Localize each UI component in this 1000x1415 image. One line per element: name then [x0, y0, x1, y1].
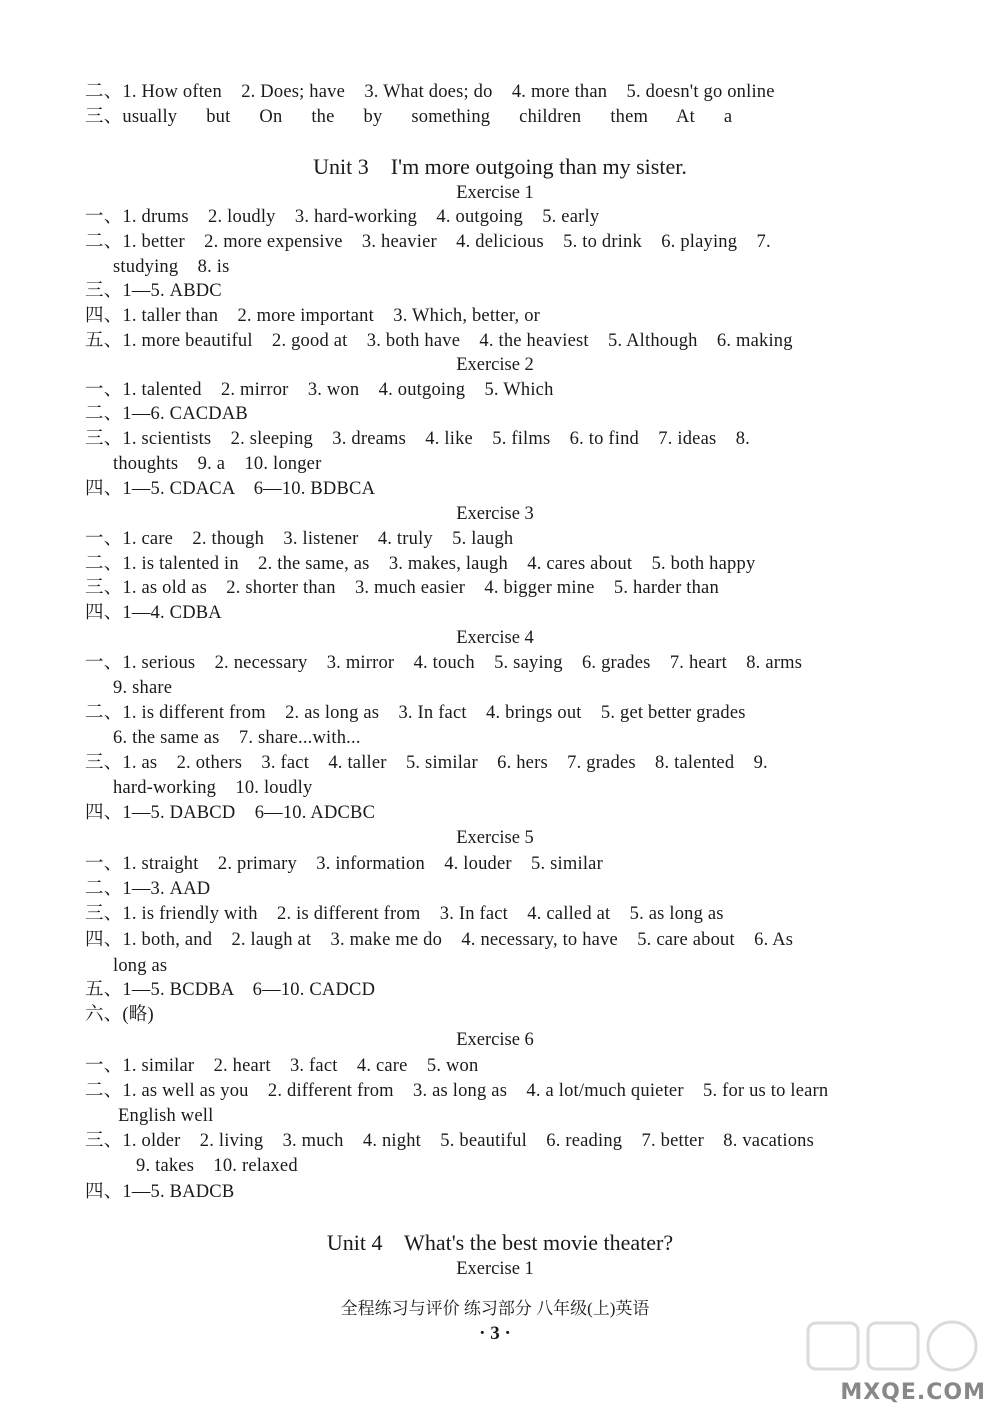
answer-line: 四、1—4. CDBA	[85, 603, 222, 623]
answer-line: 五、1. more beautiful 2. good at 3. both have 4. the heaviest 5. Although 6. making	[85, 331, 793, 351]
answer-line: 二、1. How often 2. Does; have 3. What does; do 4. more than 5. doesn't go online	[85, 82, 775, 102]
answer-line: 二、1—6. CACDAB	[85, 404, 248, 424]
exercise-heading: Exercise 3	[456, 504, 534, 524]
answer-line: 三、1. as old as 2. shorter than 3. much easier 4. bigger mine 5. harder than	[85, 578, 719, 598]
exercise-heading: Exercise 1	[456, 1259, 534, 1279]
answer-line: 一、1. straight 2. primary 3. information 4. louder 5. similar	[85, 854, 603, 874]
answer-line: studying 8. is	[113, 257, 230, 277]
answer-line: 二、1. is talented in 2. the same, as 3. makes, laugh 4. cares about 5. both happy	[85, 554, 756, 574]
unit-4-title: Unit 4 What's the best movie theater?	[326, 1230, 674, 1255]
answer-line: 四、1. taller than 2. more important 3. Which, better, or	[85, 306, 541, 326]
answer-line: 三、1. as 2. others 3. fact 4. taller 5. similar 6. hers 7. grades 8. talented 9.	[85, 753, 768, 773]
answer-line: 二、1—3. AAD	[85, 879, 211, 899]
exercise-heading: Exercise 5	[456, 828, 534, 848]
answer-line: long as	[113, 956, 168, 976]
answer-line: 二、1. as well as you 2. different from 3. as long as 4. a lot/much quieter 5. for us to learn	[85, 1081, 829, 1101]
answer-line: 6. the same as 7. share...with...	[113, 728, 361, 748]
answer-line: 二、1. is different from 2. as long as 3. In fact 4. brings out 5. get better grades	[85, 703, 746, 723]
answer-line: 一、1. serious 2. necessary 3. mirror 4. touch 5. saying 6. grades 7. heart 8. arms	[85, 653, 803, 673]
answer-line: 三、1. older 2. living 3. much 4. night 5. beautiful 6. reading 7. better 8. vacations	[85, 1131, 815, 1151]
exercise-heading: Exercise 6	[456, 1030, 534, 1050]
answer-line: 四、1—5. BADCB	[85, 1182, 235, 1202]
answer-line: 一、1. drums 2. loudly 3. hard-working 4. outgoing 5. early	[85, 207, 600, 227]
answer-line: 四、1—5. CDACA 6—10. BDBCA	[85, 479, 376, 499]
exercise-heading: Exercise 1	[456, 183, 534, 203]
answer-line: hard-working 10. loudly	[113, 778, 313, 798]
exercise-heading: Exercise 4	[456, 628, 534, 648]
answer-line: 一、1. care 2. though 3. listener 4. truly 5. laugh	[85, 529, 514, 549]
answer-line: 三、1—5. ABDC	[85, 281, 222, 301]
answer-line: 9. takes 10. relaxed	[136, 1156, 298, 1176]
answer-line: 四、1. both, and 2. laugh at 3. make me do 4. necessary, to have 5. care about 6. As	[85, 930, 794, 950]
book-footer: 全程练习与评价 练习部分 八年级(上)英语	[340, 1299, 650, 1318]
unit-3-title: Unit 3 I'm more outgoing than my sister.	[313, 154, 687, 179]
answer-line: 六、(略)	[85, 1005, 154, 1025]
answer-line: 三、1. is friendly with 2. is different from 3. In fact 4. called at 5. as long as	[85, 904, 724, 924]
answer-line: 四、1—5. DABCD 6—10. ADCBC	[85, 803, 376, 823]
answer-line: 一、1. talented 2. mirror 3. won 4. outgoing 5. Which	[85, 380, 554, 400]
answer-line: 一、1. similar 2. heart 3. fact 4. care 5. won	[85, 1056, 479, 1076]
answer-line: 9. share	[113, 678, 173, 698]
answer-line: 二、1. better 2. more expensive 3. heavier 4. delicious 5. to drink 6. playing 7.	[85, 232, 771, 252]
answer-line: English well	[118, 1106, 214, 1126]
exercise-heading: Exercise 2	[456, 355, 534, 375]
watermark-text: MXQE.COM	[840, 1380, 986, 1405]
page-number: · 3 ·	[479, 1323, 511, 1344]
answer-line: 三、usually but On the by something children them At a	[85, 107, 733, 127]
answer-line: 五、1—5. BCDBA 6—10. CADCD	[85, 980, 376, 1000]
answer-line: 三、1. scientists 2. sleeping 3. dreams 4. like 5. films 6. to find 7. ideas 8.	[85, 429, 750, 449]
answer-line: thoughts 9. a 10. longer	[113, 454, 322, 474]
